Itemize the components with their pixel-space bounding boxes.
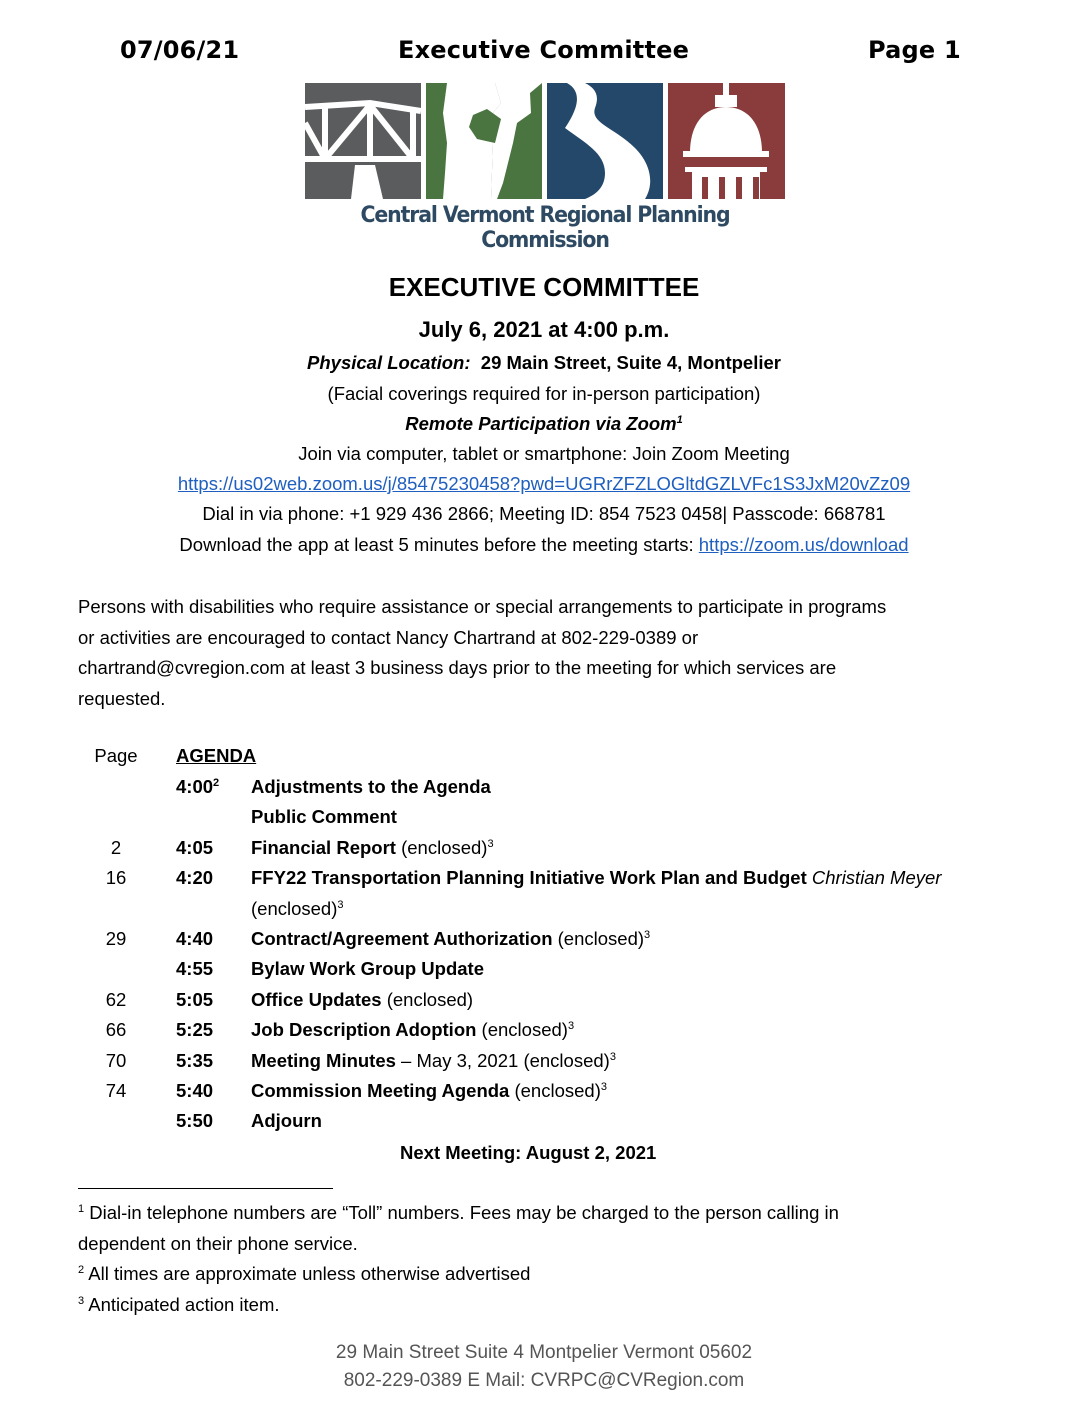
agenda-item-time-text: 5:05 <box>176 988 214 1010</box>
accessibility-line: or activities are encouraged to contact Nancy Chartrand at 802-229-0389 or <box>78 626 699 648</box>
footnote-ref: 3 <box>337 898 344 911</box>
location-label: Physical Location: <box>307 352 471 373</box>
agenda-item-text <box>251 958 484 980</box>
agenda-item-time-text: 4:40 <box>176 928 214 949</box>
agenda-item-suffix: (enclosed) <box>381 988 474 1010</box>
agenda-item-time <box>176 1080 213 1102</box>
footnote-2: $^2$ All times are approximate unless otherwise advertised <box>78 1263 531 1284</box>
agenda-item-time-text: 4:00 <box>176 776 214 797</box>
agenda-item-time-text: 5:50 <box>176 1110 214 1132</box>
agenda-item-time <box>176 928 213 950</box>
accessibility-notice <box>78 592 1018 714</box>
download-text: Download the app at least 5 minutes before the meeting starts: <box>179 534 694 555</box>
agenda-item-time <box>176 958 213 980</box>
agenda-item <box>0 1050 1088 1080</box>
cvrpc-logo <box>305 83 785 253</box>
footnote-divider <box>78 1188 333 1189</box>
agenda-item <box>0 1110 1088 1140</box>
footnote-ref: 3 <box>644 929 651 941</box>
agenda-item-page: 74 <box>105 1080 127 1101</box>
next-meeting: Next Meeting: August 2, 2021 <box>400 1142 657 1163</box>
agenda-item-text <box>251 989 473 1011</box>
agenda-item-title: Public Comment <box>251 806 397 828</box>
agenda-item-title: Adjourn <box>251 1110 322 1132</box>
remote-label: Remote Participation via Zoom <box>405 413 677 434</box>
agenda-item-time-text: 4:55 <box>176 958 214 980</box>
agenda-item <box>0 898 1088 928</box>
logo-org-name: Central Vermont Regional Planning Commission <box>360 203 730 253</box>
agenda-item-text <box>251 898 344 920</box>
agenda-item-text <box>251 867 941 889</box>
header-date: 07/06/21 <box>120 36 240 64</box>
join-text: Join via computer, tablet or smartphone: Join Zoom Meeting <box>298 443 790 464</box>
footnote-3: $^3$ Anticipated action item. <box>78 1293 280 1315</box>
footnote-ref: 3 <box>600 1081 607 1093</box>
agenda-item-time <box>176 837 213 859</box>
header-page: Page 1 <box>868 36 961 64</box>
agenda-item-title: Contract/Agreement Authorization <box>251 928 553 949</box>
agenda-item-time <box>176 1050 213 1072</box>
agenda-item-suffix: (enclosed) <box>552 928 645 949</box>
agenda-item-title: FFY22 Transportation Planning Initiative Work Plan and Budget <box>251 867 807 889</box>
agenda-item <box>0 928 1088 958</box>
agenda-item-time <box>176 867 213 889</box>
agenda-header-row <box>0 745 1088 775</box>
agenda-item <box>0 867 1088 897</box>
facial-note: (Facial coverings required for in-person participation) <box>327 383 761 404</box>
agenda-item <box>0 806 1088 836</box>
agenda-header: AGENDA <box>176 745 257 766</box>
agenda-item-title: Financial Report <box>251 836 396 858</box>
dial-in-info: Dial in via phone: +1 929 436 2866; Meeting ID: 854 7523 0458| Passcode: 668781 <box>202 503 886 524</box>
agenda-item-time-text: 4:05 <box>176 836 214 858</box>
agenda-item-text <box>251 1019 574 1041</box>
agenda-item-title: Office Updates <box>251 988 382 1010</box>
zoom-download-link[interactable]: https://zoom.us/download <box>698 534 909 555</box>
agenda-item-time-text: 5:25 <box>176 1019 214 1041</box>
footnote-1-cont: dependent on their phone service. <box>78 1232 358 1254</box>
agenda-item-text <box>251 806 397 828</box>
accessibility-line: chartrand@cvregion.com at least 3 business days prior to the meeting for which services are <box>78 657 837 678</box>
footnote-1: $^1$ Dial-in telephone numbers are “Toll” numbers. Fees may be charged to the person calling in <box>78 1202 839 1223</box>
agenda-item-time <box>176 989 213 1011</box>
agenda-item-suffix: (enclosed) <box>476 1019 568 1041</box>
agenda-item-title: Job Description Adoption <box>251 1019 477 1041</box>
logo-graphic <box>305 83 785 201</box>
agenda-item-title: Adjustments to the Agenda <box>251 776 491 797</box>
agenda-item-time-text: 5:40 <box>176 1080 214 1101</box>
page-title: EXECUTIVE COMMITTEE <box>388 272 700 302</box>
agenda-item-suffix: (enclosed) <box>251 897 338 919</box>
agenda-item-time-text: 4:20 <box>176 867 214 889</box>
agenda-item-text <box>251 837 494 859</box>
agenda-item <box>0 1019 1088 1049</box>
agenda-item-suffix: (enclosed) <box>509 1080 601 1101</box>
agenda-item <box>0 958 1088 988</box>
agenda-item-page: 66 <box>105 1019 127 1041</box>
footnote-ref: 3 <box>487 837 494 850</box>
meeting-datetime: July 6, 2021 at 4:00 p.m. <box>418 317 670 342</box>
header-committee: Executive Committee <box>398 36 690 64</box>
zoom-meeting-link[interactable]: https://us02web.zoom.us/j/85475230458?pwd=UGRrZFZLOGltdGZLVFc1S3JxM20vZz09 <box>177 473 911 494</box>
footnote-ref-1: 1 <box>676 414 683 426</box>
agenda-item-text <box>251 928 650 950</box>
agenda-item-text <box>251 1110 322 1132</box>
agenda-item-title: Meeting Minutes <box>251 1049 396 1071</box>
agenda-item-text <box>251 776 491 798</box>
remote-participation <box>0 413 1088 435</box>
footnote-ref: 3 <box>567 1020 575 1033</box>
footer-address: 29 Main Street Suite 4 Montpelier Vermont 05602 <box>335 1342 753 1363</box>
footnotes <box>78 1198 1028 1320</box>
zoom-link-row <box>0 473 1088 495</box>
agenda-item-presenter: Christian Meyer <box>811 867 942 889</box>
agenda-item <box>0 989 1088 1019</box>
agenda-item-page: 29 <box>105 928 127 949</box>
download-row <box>0 534 1088 556</box>
agenda-item-title: Bylaw Work Group Update <box>251 958 484 980</box>
agenda-item-page: 70 <box>105 1049 127 1071</box>
agenda-item-time <box>176 1110 213 1132</box>
agenda-item-page: 16 <box>105 867 127 889</box>
accessibility-line: requested. <box>78 687 166 709</box>
agenda-item-time <box>176 1019 213 1041</box>
agenda-item <box>0 837 1088 867</box>
agenda-item-time <box>176 776 219 798</box>
agenda-item <box>0 1080 1088 1110</box>
footnote-ref: 2 <box>213 777 220 789</box>
agenda-item-text <box>251 1050 616 1072</box>
physical-location <box>0 352 1088 374</box>
agenda-item-time-text: 5:35 <box>176 1049 214 1071</box>
agenda-item-suffix: (enclosed) <box>395 836 488 858</box>
agenda-item-suffix: – May 3, 2021 (enclosed) <box>395 1049 610 1071</box>
agenda-item-text <box>251 1080 607 1102</box>
location-value: 29 Main Street, Suite 4, Montpelier <box>480 352 781 373</box>
agenda-item-page: 62 <box>105 988 127 1010</box>
agenda-item-page: 2 <box>110 836 122 858</box>
footnote-ref: 3 <box>609 1050 616 1063</box>
accessibility-line: Persons with disabilities who require assistance or special arrangements to participate in programs <box>78 596 887 617</box>
footer-contact: 802-229-0389 E Mail: CVRPC@CVRegion.com <box>343 1370 745 1391</box>
page-column-header: Page <box>94 745 138 766</box>
agenda-item-title: Commission Meeting Agenda <box>251 1080 510 1101</box>
agenda-item <box>0 776 1088 806</box>
